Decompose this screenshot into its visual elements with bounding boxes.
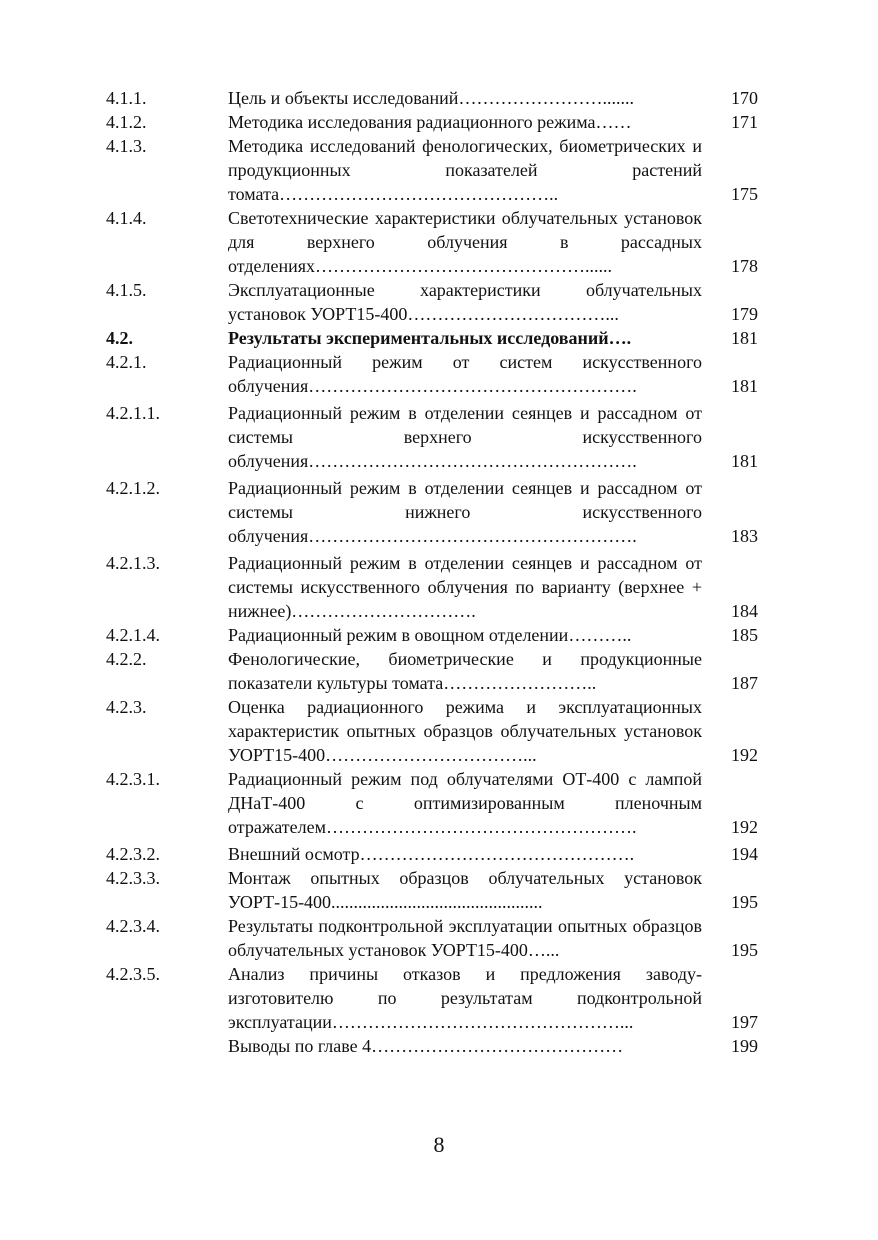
toc-title: Цель и объекты исследований……………………....... <box>228 88 634 108</box>
toc-page: 195 <box>731 892 758 912</box>
toc-number: 4.2.3.5. <box>106 964 160 984</box>
toc-row <box>106 350 766 398</box>
toc-page: 171 <box>731 112 758 132</box>
toc-title: Выводы по главе 4…………………………………… <box>228 1036 624 1056</box>
toc-row <box>106 476 766 548</box>
toc-number: 4.2.1.2. <box>106 478 160 498</box>
toc-title: Оценка радиационного режима и эксплуатационных характеристик опытных образцов облучательных установок УОРТ15-400……………………………... <box>228 697 702 765</box>
toc-title: Радиационный режим под облучателями ОТ-400 с лампой ДНаТ-400 с оптимизированным пленочным отражателем……………………………………………. <box>228 769 702 837</box>
toc-title: Эксплуатационные характеристики облучательных установок УОРТ15-400……………………………... <box>228 280 702 324</box>
toc-row <box>106 767 766 839</box>
toc-row <box>106 278 766 326</box>
toc-page: 195 <box>731 940 758 960</box>
table-of-contents <box>106 86 766 1058</box>
toc-number: 4.1.3. <box>106 136 147 156</box>
toc-page: 187 <box>731 673 758 693</box>
toc-title: Методика исследования радиационного режима…… <box>228 112 632 132</box>
toc-row <box>106 866 766 914</box>
toc-page: 184 <box>731 601 758 621</box>
toc-section-row <box>106 326 766 350</box>
toc-page: 194 <box>731 844 758 864</box>
toc-number: 4.2.2. <box>106 649 147 669</box>
toc-number: 4.2.3.3. <box>106 868 160 888</box>
toc-row <box>106 842 766 866</box>
toc-row <box>106 962 766 1034</box>
toc-page: 179 <box>731 304 758 324</box>
toc-title: Результаты подконтрольной эксплуатации опытных образцов облучательных установок УОРТ15-400…... <box>228 916 702 960</box>
toc-page: 185 <box>731 625 758 645</box>
toc-row <box>106 401 766 473</box>
toc-title: Радиационный режим в овощном отделении……….. <box>228 625 632 645</box>
toc-number: 4.2.1. <box>106 352 147 372</box>
toc-row <box>106 647 766 695</box>
toc-title: Фенологические, биометрические и продукционные показатели культуры томата…………………….. <box>228 649 702 693</box>
toc-page: 170 <box>731 88 758 108</box>
toc-title: Радиационный режим в отделении сеянцев и рассадном от системы нижнего искусственного облучения………………………………………………. <box>228 478 702 546</box>
toc-row <box>106 623 766 647</box>
toc-number: 4.1.2. <box>106 112 147 132</box>
toc-number: 4.2.3.1. <box>106 769 160 789</box>
toc-title: Монтаж опытных образцов облучательных установок УОРТ-15-400............................................... <box>228 868 702 912</box>
toc-title: Радиационный режим в отделении сеянцев и рассадном от системы искусственного облучения по варианту (верхнее + нижнее)…………………………. <box>228 553 702 621</box>
toc-page: 175 <box>731 184 758 204</box>
toc-title: Радиационный режим от систем искусственного облучения………………………………………………. <box>228 352 702 396</box>
toc-title: Методика исследований фенологических, биометрических и продукционных показателей растений томата……………………………………….. <box>228 136 702 204</box>
toc-row <box>106 551 766 623</box>
page-number: 8 <box>433 1132 445 1157</box>
toc-number: 4.1.5. <box>106 280 147 300</box>
toc-number: 4.2.3.2. <box>106 844 160 864</box>
toc-row <box>106 695 766 767</box>
toc-page: 181 <box>731 328 758 348</box>
toc-page: 178 <box>731 256 758 276</box>
toc-row <box>106 206 766 278</box>
toc-number: 4.1.4. <box>106 208 147 228</box>
toc-title: Внешний осмотр………………………………………. <box>228 844 635 864</box>
toc-title: Результаты экспериментальных исследований…. <box>228 328 632 348</box>
toc-number: 4.2.1.3. <box>106 553 160 573</box>
toc-page: 181 <box>731 376 758 396</box>
toc-page: 192 <box>731 745 758 765</box>
toc-row <box>106 86 766 110</box>
toc-number: 4.1.1. <box>106 88 147 108</box>
toc-page: 197 <box>731 1012 758 1032</box>
toc-row <box>106 110 766 134</box>
toc-page: 199 <box>731 1036 758 1056</box>
toc-title: Светотехнические характеристики облучательных установок для верхнего облучения в рассадных отделениях………………………………………...... <box>228 208 702 276</box>
toc-row <box>106 1034 766 1058</box>
toc-number: 4.2.1.4. <box>106 625 160 645</box>
toc-number: 4.2.3. <box>106 697 147 717</box>
toc-row <box>106 134 766 206</box>
toc-page: 183 <box>731 526 758 546</box>
toc-number: 4.2.1.1. <box>106 403 160 423</box>
toc-number: 4.2.3.4. <box>106 916 160 936</box>
toc-title: Анализ причины отказов и предложения заводу-изготовителю по результатам подконтрольной эксплуатации…………………………………………... <box>228 964 702 1032</box>
toc-number: 4.2. <box>106 328 133 348</box>
toc-page: 192 <box>731 817 758 837</box>
toc-row <box>106 914 766 962</box>
toc-page: 181 <box>731 451 758 471</box>
toc-title: Радиационный режим в отделении сеянцев и рассадном от системы верхнего искусственного облучения………………………………………………. <box>228 403 702 471</box>
